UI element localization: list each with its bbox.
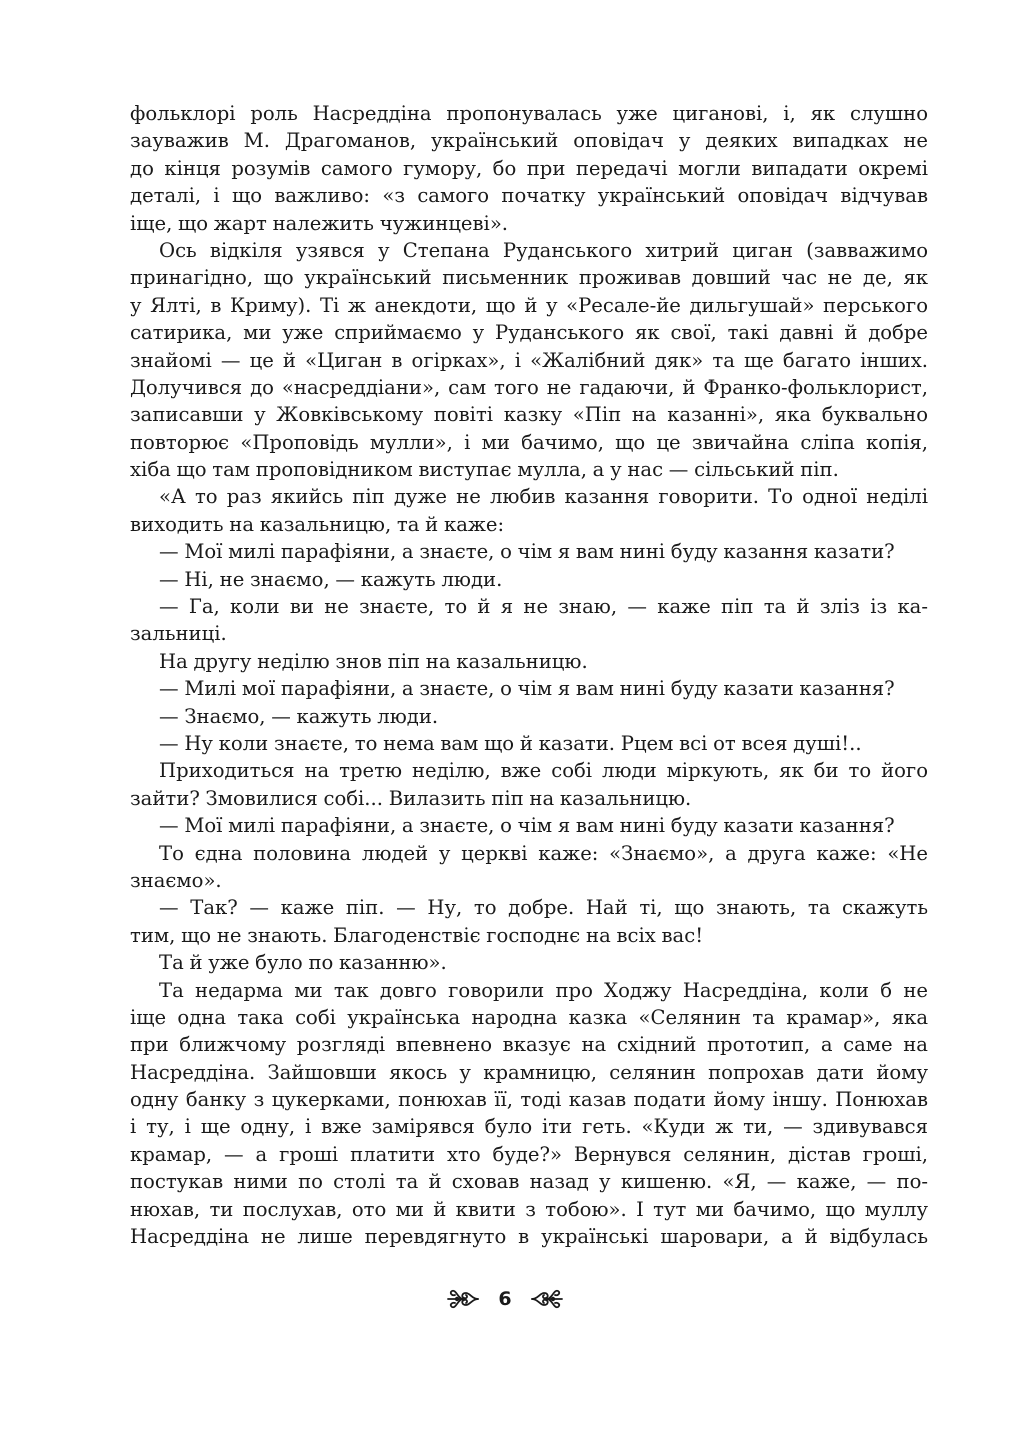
- text-line: у Ялті, в Криму). Ті ж анекдоти, що й у «Ресале-йе дильгушай» перського: [130, 293, 928, 317]
- text-line: — Мої милі парафіяни, а знаєте, о чім я вам нині буду казати казання?: [159, 814, 895, 838]
- text-line: записавши у Жовківському повіті казку «Піп на казанні», яка буквально: [130, 403, 928, 427]
- text-line: іще, що жарт належить чужинцеві».: [130, 211, 509, 235]
- text-line: — Ні, не знаємо, — кажуть люди.: [159, 567, 503, 591]
- text-line: — Знаємо, — кажуть люди.: [159, 704, 439, 728]
- text-line: Та недарма ми так довго говорили про Ходжу Насреддіна, коли б не: [159, 978, 928, 1002]
- text-line: до кінця розумів самого гумору, бо при передачі могли випадати окремі: [130, 156, 928, 180]
- text-line: — Милі мої парафіяни, а знаєте, о чім я вам нині буду казати казання?: [159, 677, 895, 701]
- text-line: Ось відкіля узявся у Степана Руданського хитрий циган (завважимо: [159, 238, 928, 262]
- text-line: крамар, — а гроші платити хто буде?» Вернувся селянин, дістав гроші,: [130, 1142, 928, 1166]
- page-body: [130, 100, 928, 1250]
- text-line: — Ну коли знаєте, то нема вам що й казати. Рцем всі от всея душі!..: [159, 731, 862, 755]
- right-ornament-icon: [530, 1285, 564, 1313]
- text-line: хіба що там проповідником виступає мулла, а у нас — сільський піп.: [130, 458, 839, 482]
- text-line: при ближчому розгляді впевнено вказує на східний прототип, а саме на: [130, 1033, 928, 1057]
- text-line: іще одна така собі українська народна казка «Селянин та крамар», яка: [130, 1005, 928, 1029]
- text-line: зайти? Змовилися собі... Вилазить піп на казальницю.: [130, 786, 692, 810]
- text-line: знайомі — це й «Циган в огірках», і «Жалібний дяк» та ще багато інших.: [130, 348, 928, 372]
- page-footer: [0, 1282, 1010, 1316]
- text-line: — Так? — каже піп. — Ну, то добре. Най ті, що знають, та скажуть: [159, 896, 928, 920]
- text-line: «А то раз якийсь піп дуже не любив казання говорити. То одної неділі: [159, 485, 928, 509]
- text-line: Приходиться на третю неділю, вже собі люди міркують, як би то його: [159, 759, 928, 783]
- text-line: — Мої милі парафіяни, а знаєте, о чім я вам нині буду казання казати?: [159, 540, 895, 564]
- text-line: виходить на казальницю, та й каже:: [130, 512, 505, 536]
- text-line: — Га, коли ви не знаєте, то й я не знаю, — каже піп та й зліз із ка-: [159, 595, 928, 619]
- text-line: повторює «Проповідь мулли», і ми бачимо, що це звичайна сліпа копія,: [130, 430, 928, 454]
- text-line: Насреддіна. Зайшовши якось у крамницю, селянин попрохав дати йому: [130, 1060, 928, 1084]
- text-line: зауважив М. Драгоманов, український оповідач у деяких випадках не: [130, 129, 928, 153]
- text-line: тим, що не знають. Благоденствіє господнє на всіх вас!: [130, 923, 704, 947]
- left-ornament-icon: [446, 1285, 480, 1313]
- text-line: Та й уже було по казанню».: [159, 951, 447, 975]
- text-line: одну банку з цукерками, понюхав її, тоді казав подати йому іншу. Понюхав: [130, 1088, 928, 1112]
- text-line: знаємо».: [130, 868, 222, 892]
- text-line: принагідно, що український письменник проживав довший час не де, як: [130, 266, 928, 290]
- text-line: зальниці.: [130, 622, 227, 646]
- text-line: То єдна половина людей у церкві каже: «Знаємо», а друга каже: «Не: [159, 841, 928, 865]
- page-number: 6: [498, 1288, 512, 1310]
- text-line: Насреддіна не лише перевдягнуто в українські шаровари, а й відбулась: [130, 1225, 928, 1249]
- text-line: і ту, і ще одну, і вже замірявся було іти геть. «Куди ж ти, — здивувався: [130, 1115, 928, 1139]
- text-line: нюхав, ти послухав, ото ми й квити з тобою». І тут ми бачимо, що муллу: [130, 1197, 928, 1221]
- text-line: фольклорі роль Насреддіна пропонувалась уже циганові, і, як слушно: [130, 102, 928, 125]
- text-line: Долучився до «насреддіани», сам того не гадаючи, й Франко-фольклорист,: [130, 375, 928, 399]
- text-line: деталі, і що важливо: «з самого початку український оповідач відчував: [130, 184, 928, 208]
- text-line: На другу неділю знов піп на казальницю.: [159, 649, 588, 673]
- text-line: сатирика, ми уже сприймаємо у Руданського як свої, такі давні й добре: [130, 321, 928, 345]
- text-line: постукав ними по столі та й сховав назад у кишеню. «Я, — каже, — по-: [130, 1170, 928, 1194]
